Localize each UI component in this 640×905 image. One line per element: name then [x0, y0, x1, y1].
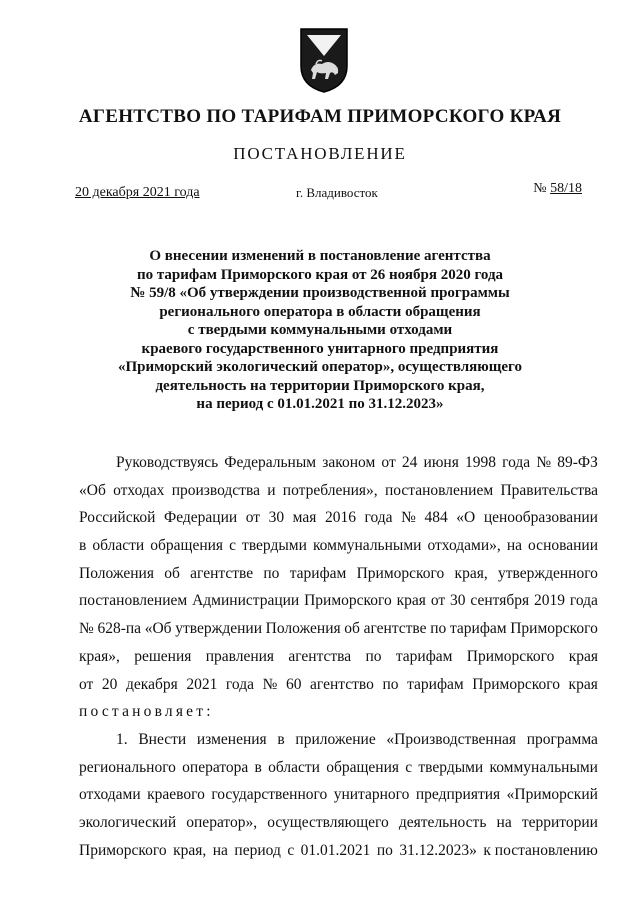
body-word: в [277, 730, 285, 748]
body-word: Приморского [79, 841, 167, 859]
body-word: 1998 [464, 454, 496, 471]
body-line [79, 671, 598, 699]
body-word: «Об [144, 620, 172, 638]
title-line: краевого государственного унитарного предприятия [141, 340, 499, 357]
body-word: твердыми [242, 537, 307, 555]
document-number-prefix: № [533, 181, 551, 196]
body-word: осуществляющего [267, 813, 389, 831]
body-word: твердыми [418, 758, 484, 776]
body-word: края, [173, 841, 207, 859]
body-word: Приморского [472, 675, 560, 693]
body-word: коммунальными [489, 758, 598, 776]
body-word: законом [322, 454, 376, 471]
document-date: 20 декабря 2021 года [75, 185, 200, 200]
body-line [79, 643, 598, 671]
body-word: № [536, 454, 552, 471]
body-word: мая [292, 509, 317, 527]
body-word: тарифам [449, 620, 507, 638]
body-word: регионального [79, 758, 176, 776]
body-word: деятельность [398, 813, 487, 831]
body-word: Приморского [304, 592, 392, 610]
body-word: и [267, 481, 276, 499]
body-word: агентстве [363, 620, 427, 638]
body-word: обращения [326, 758, 399, 776]
body-line [79, 532, 598, 560]
body-word: отходами», [427, 537, 501, 555]
body-word: № [401, 509, 416, 527]
body-word: об [344, 620, 360, 638]
body-word: по [376, 841, 393, 859]
body-word: 24 [401, 454, 418, 471]
document-title [80, 247, 560, 414]
body-word: территории [521, 813, 598, 831]
body-word: правления [205, 647, 275, 665]
body-word: об [164, 564, 180, 582]
body-line [79, 587, 598, 615]
body-word: края, [454, 564, 488, 582]
body-line [79, 726, 598, 754]
body-word: по [382, 675, 399, 693]
body-word: «Об [79, 481, 106, 499]
body-line [79, 837, 598, 865]
body-word: унитарного [333, 786, 410, 804]
body-word: «О [456, 509, 476, 527]
body-word: 484 [424, 509, 448, 527]
body-word: 89-ФЗ [557, 454, 598, 471]
body-word: по [365, 647, 382, 665]
body-word: Внести [138, 730, 187, 748]
body-word: на [212, 841, 228, 859]
document-number [533, 181, 582, 197]
agency-name: АГЕНТСТВО ПО ТАРИФАМ ПРИМОРСКОГО КРАЯ [78, 106, 562, 127]
body-word: отходами [79, 786, 141, 804]
body-line [79, 560, 598, 588]
body-word: Администрации [192, 592, 300, 610]
body-word: от [245, 509, 261, 527]
body-word: № [79, 620, 94, 638]
body-word: обращения [150, 537, 224, 555]
body-word: потребления», [282, 481, 378, 499]
body-word: Российской [79, 509, 156, 527]
body-word: 1. [116, 730, 128, 748]
body-word: ценообразовании [483, 509, 598, 527]
body-word: оператора [182, 758, 249, 776]
body-word: период [234, 841, 281, 859]
document-type: ПОСТАНОВЛЕНИЕ [233, 144, 407, 163]
title-line: № 59/8 «Об утверждении производственной программы [130, 285, 510, 301]
body-word: 30 [268, 509, 285, 527]
body-word: от [79, 675, 94, 693]
document-number-value: 58/18 [550, 181, 582, 196]
body-word: года [225, 675, 254, 693]
body-word: года [364, 509, 393, 527]
body-word: к постановлению [483, 841, 598, 859]
body-word: года [502, 454, 531, 471]
body-word: тарифам [289, 564, 347, 582]
body-line [79, 698, 598, 726]
body-word: области [92, 537, 145, 555]
body-word: 20 [101, 675, 118, 693]
body-word: 2016 [324, 509, 356, 527]
body-word: изменения [196, 730, 267, 748]
body-word: Приморского [356, 564, 445, 582]
title-line: по тарифам Приморского края от 26 ноября 2020 года [136, 266, 504, 283]
body-word: краевого [147, 786, 205, 804]
body-word: 60 [285, 675, 302, 693]
body-word: Приморского [510, 620, 598, 638]
body-word: 2021 [186, 675, 218, 693]
body-word: Положения [79, 564, 154, 582]
body-word: декабря [126, 675, 178, 693]
body-word: края [568, 675, 598, 693]
body-word: приложение [295, 730, 376, 748]
body-word: от [381, 454, 396, 471]
body-word: 30 [450, 592, 466, 610]
body-word: агентство [310, 675, 374, 693]
body-word: № [262, 675, 278, 693]
body-line [79, 809, 598, 837]
body-word: утвержденного [498, 564, 598, 582]
body-word: Правительства [500, 481, 598, 499]
body-line [79, 754, 598, 782]
body-word: агентстве [190, 564, 254, 582]
body-word: Руководствуясь [116, 454, 219, 471]
body-word: Федерации [163, 509, 238, 527]
body-word: области [268, 758, 320, 776]
body-word: постановляет: [79, 703, 214, 721]
body-word: на [506, 537, 522, 555]
body-word: края [396, 592, 426, 610]
body-word: по [430, 620, 447, 638]
body-word: на [496, 813, 512, 831]
body-word: коммунальными [312, 537, 422, 555]
body-word: 31.12.2023» [399, 841, 477, 859]
body-line [79, 449, 598, 477]
body-line [79, 781, 598, 809]
body-word: по [263, 564, 280, 582]
body-word: с [287, 841, 295, 859]
coat-of-arms-icon [298, 26, 350, 94]
body-word: 01.01.2021 [300, 841, 371, 859]
body-word: постановлением [79, 592, 188, 610]
body-word: Приморского [466, 647, 555, 665]
body-word: агентства [288, 647, 352, 665]
title-line: с твердыми коммунальными отходами [187, 322, 453, 338]
body-word: в [79, 537, 87, 555]
body-word: оператор», [186, 813, 258, 831]
body-word: в [254, 758, 262, 776]
title-line: О внесении изменений в постановление агентства [149, 248, 491, 264]
body-word: экологический [79, 813, 177, 831]
body-word: Федеральным [224, 454, 317, 471]
document-body [79, 449, 598, 864]
body-word: предприятия [415, 786, 501, 804]
body-word: Положения [265, 620, 341, 638]
body-word: от [430, 592, 446, 610]
body-word: постановлением [384, 481, 494, 499]
body-word: тарифам [395, 647, 453, 665]
body-word: края [568, 647, 598, 665]
body-line [79, 615, 598, 643]
body-word: государственного [211, 786, 328, 804]
document-city: г. Владивосток [296, 185, 378, 200]
title-line: регионального оператора в области обращения [159, 303, 481, 320]
body-word: 2019 [533, 592, 565, 610]
body-word: с [229, 537, 236, 555]
body-line [79, 477, 598, 505]
body-word: основании [528, 537, 598, 555]
body-word: решения [134, 647, 192, 665]
body-word: июня [423, 454, 459, 471]
title-line: деятельность на территории Приморского края, [155, 377, 485, 394]
body-word: утверждении [175, 620, 262, 638]
body-word: «Приморский [506, 786, 598, 804]
body-word: производства [171, 481, 260, 499]
body-word: отходах [113, 481, 165, 499]
body-word: программа [526, 730, 598, 748]
body-word: тарифам [407, 675, 464, 693]
body-word: 628-па [97, 620, 142, 638]
body-word: года [569, 592, 598, 610]
title-line: на период с 01.01.2021 по 31.12.2023» [196, 396, 444, 412]
body-word: сентября [470, 592, 530, 610]
body-line [79, 504, 598, 532]
body-word: с [405, 758, 413, 776]
body-word: «Производственная [386, 730, 517, 748]
title-line: «Приморский экологический оператор», осуществляющего [118, 359, 522, 375]
body-word: края», [79, 647, 120, 665]
